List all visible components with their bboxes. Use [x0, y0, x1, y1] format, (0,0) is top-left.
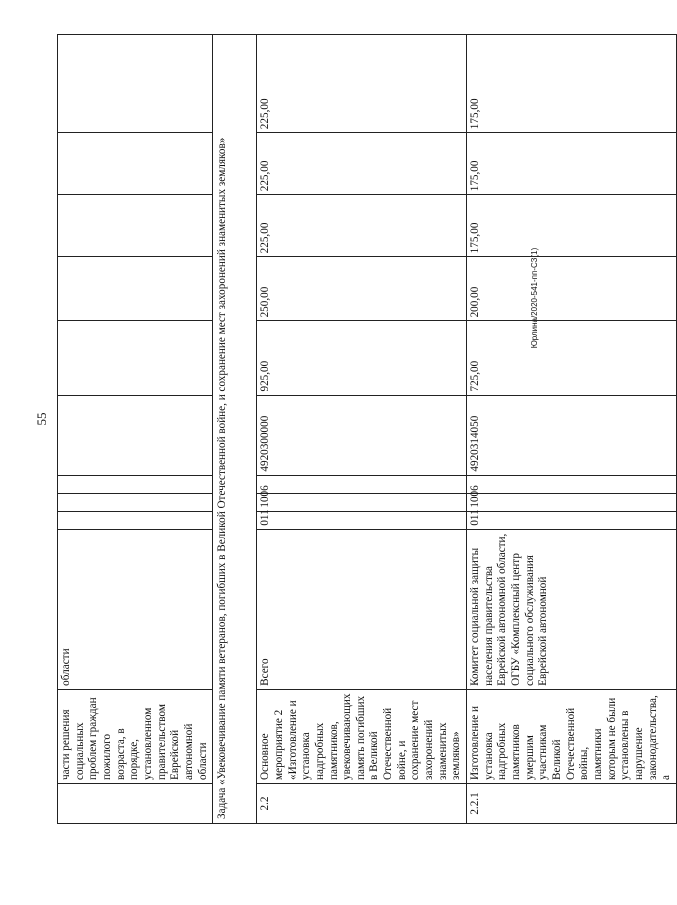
document-registration-note: Юрлина/2020-541-пп-СЗ(1)	[530, 247, 539, 349]
grbs-cell: 011	[257, 511, 467, 529]
activity-name-cell: Изготовление и установка надгробных памятников умершим участникам Великой Отечественной войны, памятники которым не были установлены в нарушение законодательства, а	[467, 689, 677, 783]
extra-code-cell	[257, 475, 467, 493]
year3-cell	[58, 133, 213, 195]
total-cell	[58, 321, 213, 395]
year1-cell: 250,00	[257, 257, 467, 321]
grbs-cell	[58, 511, 213, 529]
program-budget-table	[57, 34, 677, 824]
task-row	[213, 35, 257, 824]
total-cell: 725,00	[467, 321, 677, 395]
year2-cell	[58, 195, 213, 257]
page-number: 55	[34, 412, 49, 426]
table-row	[467, 35, 677, 824]
table-row	[58, 35, 213, 824]
year3-cell: 175,00	[467, 133, 677, 195]
rzpr-cell: 1006	[467, 493, 677, 511]
year4-cell: 225,00	[257, 35, 467, 133]
year3-cell: 225,00	[257, 133, 467, 195]
row-number-cell	[58, 783, 213, 823]
executor-cell: Комитет социальной защиты населения правительства Еврейской автономной области, ОГБУ «Комплексный центр социального обслуживания Еврейской автономной	[467, 529, 677, 689]
grbs-cell: 011	[467, 511, 677, 529]
year4-cell	[58, 35, 213, 133]
year1-cell: 200,00	[467, 257, 677, 321]
year2-cell: 175,00	[467, 195, 677, 257]
csr-cell: 4920300000	[257, 395, 467, 475]
executor-cell: Всего	[257, 529, 467, 689]
table-row	[257, 35, 467, 824]
row-number-cell: 2.2	[257, 783, 467, 823]
total-cell: 925,00	[257, 321, 467, 395]
extra-code-cell	[58, 475, 213, 493]
rotated-table-container	[57, 34, 673, 824]
rzpr-cell	[58, 493, 213, 511]
activity-name-cell: части решения социальных проблем граждан пожилого возраста, в порядке, установленном правительством Еврейской автономной области	[58, 689, 213, 783]
rzpr-cell: 1006	[257, 493, 467, 511]
year1-cell	[58, 257, 213, 321]
executor-cell: области	[58, 529, 213, 689]
csr-cell: 4920314050	[467, 395, 677, 475]
year2-cell: 225,00	[257, 195, 467, 257]
year4-cell: 175,00	[467, 35, 677, 133]
extra-code-cell	[467, 475, 677, 493]
row-number-cell: 2.2.1	[467, 783, 677, 823]
task-title: Задача «Увековечивание памяти ветеранов, погибших в Великой Отечественной войне, и сохранение мест захоронений знаменитых земляков»	[213, 35, 257, 824]
csr-cell	[58, 395, 213, 475]
activity-name-cell: Основное мероприятие 2 «Изготовление и установка надгробных памятников, увековечивающих память погибших в Великой Отечественной войне, и сохранение мест захоронений знаменитых земляков»	[257, 689, 467, 783]
